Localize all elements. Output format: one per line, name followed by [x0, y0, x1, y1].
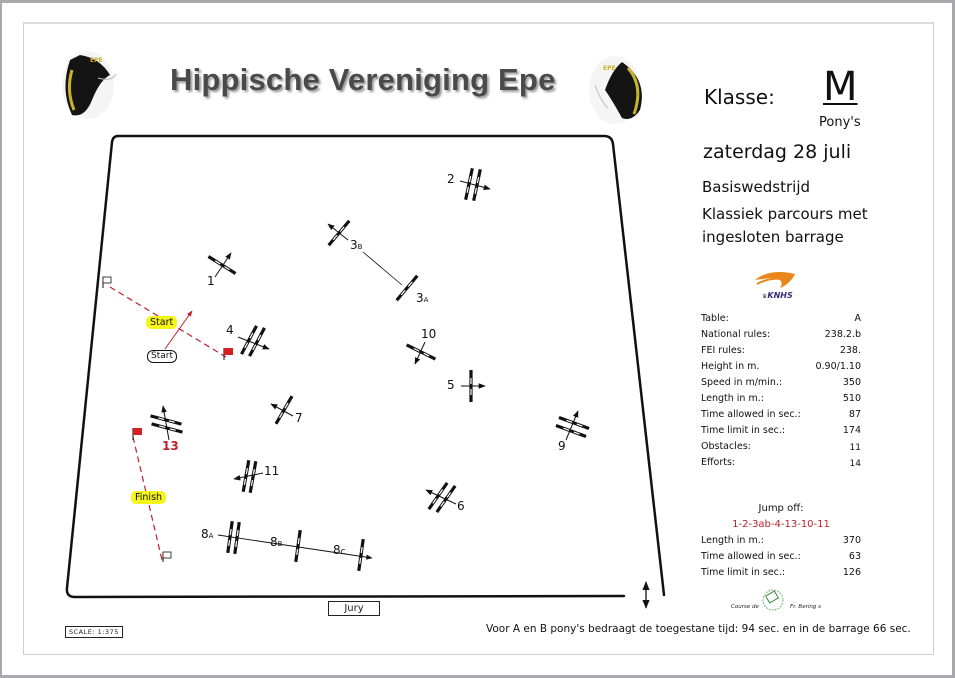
finish-flag-white-icon	[163, 552, 171, 562]
obstacle-4-icon	[238, 325, 269, 357]
stat-row: FEI rules: 238.	[701, 345, 861, 356]
finish-label: Finish	[131, 491, 166, 504]
format-line-2: ingesloten barrage	[702, 228, 844, 246]
obstacle-label-13: 13	[162, 439, 179, 453]
obstacle-9-icon	[555, 411, 589, 440]
obstacle-label-9: 9	[558, 439, 566, 453]
date-label: zaterdag 28 juli	[703, 141, 852, 163]
stat-row: Time allowed in sec.: 87	[701, 409, 861, 420]
obstacle-3b-icon	[327, 220, 350, 247]
obstacle-8c-icon	[357, 539, 365, 571]
obstacle-label-5: 5	[447, 378, 455, 392]
page-title: Hippische Vereniging Epe	[170, 62, 556, 97]
obstacle-7-icon	[271, 395, 293, 424]
course-designer-name: Fr. Bering s	[790, 604, 821, 610]
knhs-logo	[755, 272, 795, 288]
club-logo-left	[62, 51, 116, 119]
obstacle-label-6: 6	[457, 499, 465, 513]
stat-row: Time allowed in sec.: 63	[701, 551, 861, 562]
scale-label: SCALE: 1:375	[65, 626, 123, 638]
obstacle-2-icon	[460, 168, 490, 201]
stat-row: Height in m. 0.90/1.10	[701, 361, 861, 372]
jump-off-stats	[701, 535, 861, 583]
obstacle-label-1: 1	[207, 274, 215, 288]
svg-text:EPE: EPE	[90, 57, 103, 64]
start-flag-red-icon	[224, 348, 233, 360]
knhs-logo-text: ♛KNHS	[762, 291, 793, 300]
start-label: Start	[146, 316, 177, 329]
obstacle-label-7: 7	[295, 411, 303, 425]
course-designer-prefix: Course de	[731, 604, 759, 610]
stat-row: Speed in m/min.: 350	[701, 377, 861, 388]
svg-text:EPE: EPE	[603, 65, 616, 72]
footnote: Voor A en B pony's bedraagt de toegestane tijd: 94 sec. en in de barrage 66 sec.	[486, 623, 911, 635]
stat-row: Time limit in sec.: 174	[701, 425, 861, 436]
jury-box: Jury	[328, 601, 380, 616]
obstacle-label-8c: 8C	[333, 543, 346, 557]
obstacle-label-11: 11	[264, 464, 280, 478]
competition-type: Basiswedstrijd	[702, 178, 811, 196]
stat-row: National rules: 238.2.b	[701, 329, 861, 340]
stat-row: Table: A	[701, 313, 861, 324]
obstacle-label-4: 4	[226, 323, 234, 337]
obstacle-label-2: 2	[447, 172, 455, 186]
obstacle-5-icon	[461, 370, 485, 402]
club-logo-right	[589, 56, 642, 124]
stat-row: Length in m.: 510	[701, 393, 861, 404]
obstacle-label-10: 10	[421, 327, 437, 341]
obstacle-6-icon	[426, 482, 456, 513]
obstacle-label-3b: 3B	[350, 238, 363, 252]
jump-off-title: Jump off:	[758, 503, 804, 514]
stat-row: Time limit in sec.: 126	[701, 567, 861, 578]
stat-row: Obstacles: 11	[701, 441, 861, 453]
obstacle-label-8b: 8B	[270, 535, 283, 549]
category-label: Pony's	[819, 115, 861, 130]
obstacle-10-icon	[406, 342, 436, 364]
finish-flag-red-icon	[133, 428, 142, 440]
jump-off-sequence: 1-2-3ab-4-13-10-11	[732, 519, 830, 530]
format-line-1: Klassiek parcours met	[702, 205, 868, 223]
start-flag-white-icon	[103, 277, 111, 288]
obstacle-11-icon	[234, 460, 263, 493]
start-box-label: Start	[147, 350, 177, 363]
obstacle-8b-icon	[294, 530, 302, 562]
course-designer-logo	[763, 590, 783, 610]
obstacle-label-8a: 8A	[201, 527, 214, 541]
obstacle-label-3a: 3A	[416, 291, 429, 305]
klasse-value: M	[823, 64, 858, 110]
klasse-label: Klasse:	[704, 85, 775, 109]
stat-row: Efforts: 14	[701, 457, 861, 469]
obstacle-13-icon	[150, 406, 183, 440]
course-stats	[701, 313, 861, 473]
stat-row: Length in m.: 370	[701, 535, 861, 546]
arena-boundary	[118, 136, 664, 595]
